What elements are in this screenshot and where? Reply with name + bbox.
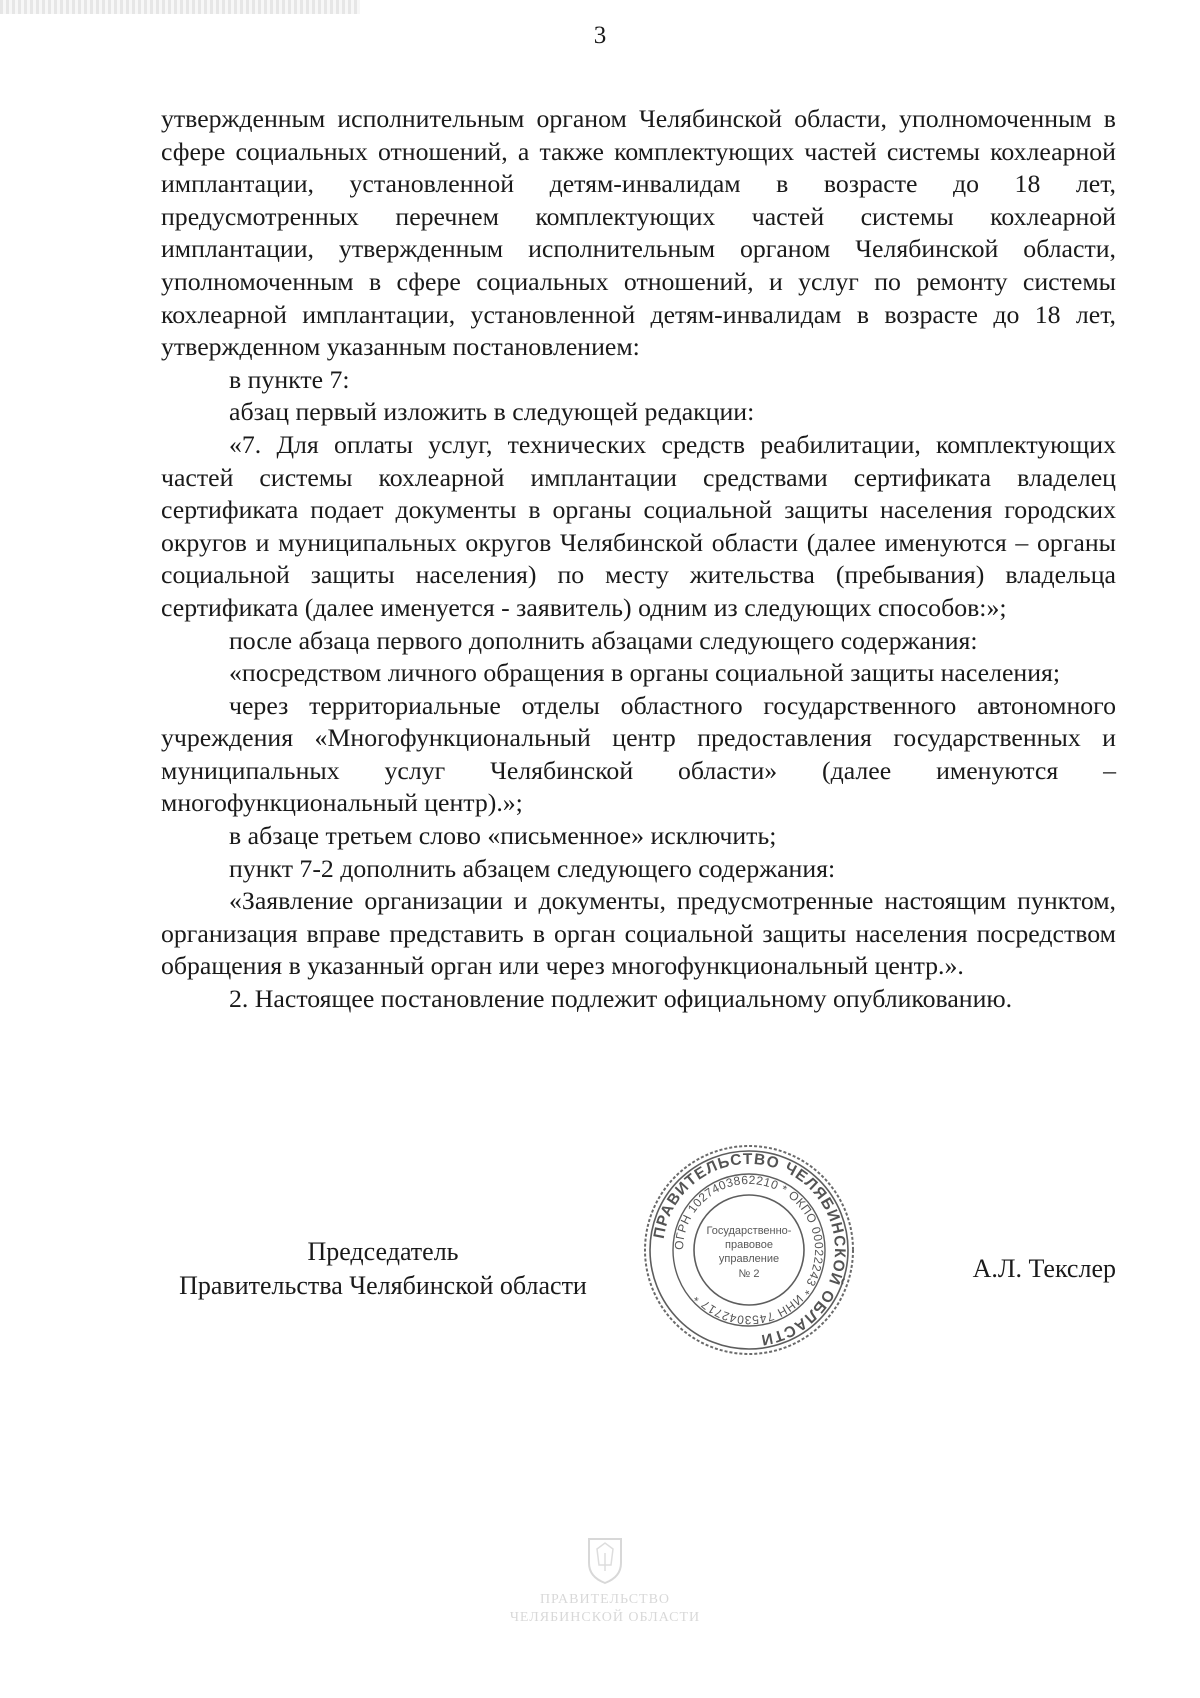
paragraph: «посредством личного обращения в органы социальной защиты населения;: [229, 658, 1061, 688]
coat-of-arms-icon: [585, 1535, 625, 1585]
signatory-title: [158, 1235, 608, 1303]
paragraph: «Заявление организации и документы, предусмотренные настоящим пунктом, организация вправе представить в орган социальной защиты населения посредством обращения в указанный орган или через многофункциональный центр.».: [161, 886, 1116, 981]
page-number: 3: [593, 22, 607, 49]
signatory-title-line2: Правительства Челябинской области: [179, 1271, 587, 1300]
paragraph: абзац первый изложить в следующей редакции:: [229, 397, 755, 427]
watermark-line2: ЧЕЛЯБИНСКОЙ ОБЛАСТИ: [509, 1610, 701, 1625]
paragraph: через территориальные отделы областного государственного автономного учреждения «Многофункциональный центр предоставления государственных и муниципальных услуг Челябинской области» (далее именуются – многофункциональный центр).»;: [161, 690, 1116, 818]
paragraph: «7. Для оплаты услуг, технических средств реабилитации, комплектующих частей системы кохлеарной имплантации средствами сертификата владелец сертификата подает документы в органы социальной защиты населения городских округов и муниципальных округов Челябинской области (далее именуются – органы социальной защиты населения) по месту жительства (пребывания) владельца сертификата (далее именуется - заявитель) одним из следующих способов:»;: [161, 429, 1116, 622]
paragraph: после абзаца первого дополнить абзацами следующего содержания:: [229, 625, 978, 655]
official-seal: [643, 1144, 855, 1356]
seal-inner-line4: № 2: [738, 1268, 760, 1280]
document-body: [161, 103, 1116, 1016]
paragraph: 2. Настоящее постановление подлежит официальному опубликованию.: [229, 984, 1013, 1014]
paragraph: утвержденным исполнительным органом Челябинской области, уполномоченным в сфере социальных отношений, а также комплектующих частей системы кохлеарной имплантации, установленной детям-инвалидам в возрасте до 18 лет, предусмотренных перечнем комплектующих частей системы кохлеарной имплантации, утвержденным исполнительным органом Челябинской области, уполномоченным в сфере социальных отношений, и услуг по ремонту системы кохлеарной имплантации, установленной детям-инвалидам в возрасте до 18 лет, утвержденном указанным постановлением:: [161, 104, 1116, 362]
seal-inner-line2: правовое: [725, 1239, 773, 1251]
seal-middle-ring-text: ОГРН 1027403862210 * ОКПО 00022243 * ИНН 7453042717 *: [671, 1172, 827, 1328]
seal-outer-ring-text: ПРАВИТЕЛЬСТВО ЧЕЛЯБИНСКОЙ ОБЛАСТИ: [650, 1150, 849, 1349]
paragraph: в пункте 7:: [229, 364, 350, 394]
paragraph: в абзаце третьем слово «письменное» исключить;: [229, 821, 777, 851]
seal-inner-line1: Государственно-: [706, 1225, 792, 1237]
watermark-line1: ПРАВИТЕЛЬСТВО: [539, 1592, 671, 1607]
signatory-title-line1: Председатель: [307, 1237, 459, 1266]
signatory-name: А.Л. Текслер: [972, 1254, 1116, 1283]
seal-inner-line3: управление: [718, 1253, 780, 1265]
scan-artifact: [0, 0, 360, 14]
paragraph: пункт 7-2 дополнить абзацем следующего содержания:: [229, 853, 836, 883]
signature-block: [0, 1235, 1200, 1355]
government-watermark: [470, 1535, 740, 1675]
